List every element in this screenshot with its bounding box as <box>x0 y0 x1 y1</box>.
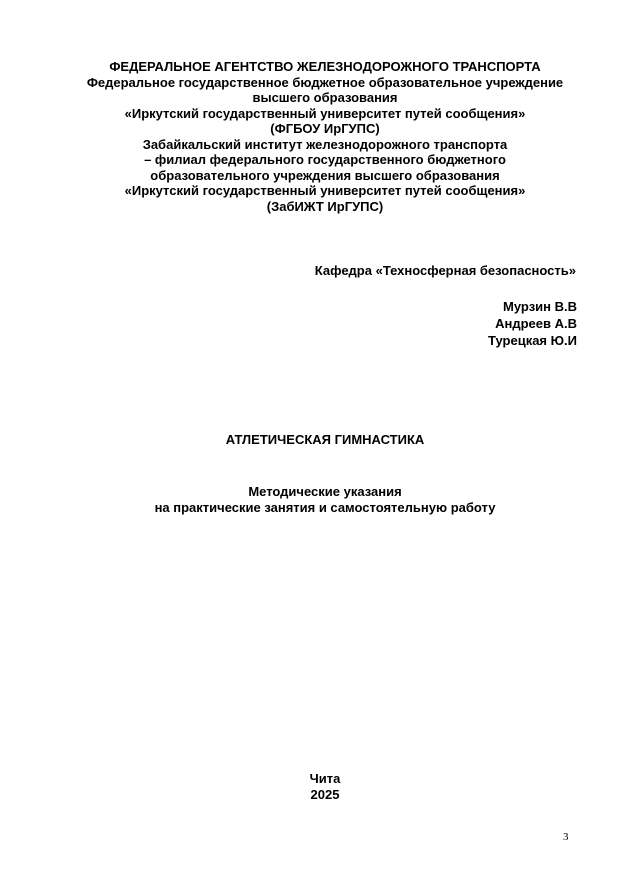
year: 2025 <box>310 787 340 802</box>
city: Чита <box>309 771 341 786</box>
page-number: 3 <box>563 831 569 843</box>
subtitle-line: Методические указания <box>248 484 402 499</box>
header-line: (ЗабИЖТ ИрГУПС) <box>266 198 384 214</box>
document-title <box>0 432 620 448</box>
authors-list <box>488 298 577 349</box>
header-line: (ФГБОУ ИрГУПС) <box>270 121 380 136</box>
department-name: Кафедра «Техносферная безопасность» <box>314 263 576 278</box>
subtitle-line: на практические занятия и самостоятельную работу <box>154 500 496 515</box>
header-line: «Иркутский государственный университет путей сообщения» <box>124 183 526 198</box>
header-line: «Иркутский государственный университет путей сообщения» <box>124 105 526 121</box>
publication-footer <box>0 771 620 803</box>
author-name: Андреев А.В <box>495 316 577 331</box>
header-line: высшего образования <box>252 90 398 105</box>
institution-header <box>0 59 620 214</box>
title-text: АТЛЕТИЧЕСКАЯ ГИМНАСТИКА <box>225 432 425 447</box>
header-line: Федеральное государственное бюджетное образовательное учреждение <box>86 74 564 90</box>
header-line: образовательного учреждения высшего образования <box>150 167 500 183</box>
header-line: – филиал федерального государственного бюджетного <box>144 152 506 167</box>
header-line: ФЕДЕРАЛЬНОЕ АГЕНТСТВО ЖЕЛЕЗНОДОРОЖНОГО ТРАНСПОРТА <box>109 59 541 74</box>
author-name: Турецкая Ю.И <box>488 333 577 348</box>
author-name: Мурзин В.В <box>503 299 577 314</box>
document-subtitle <box>0 484 620 516</box>
header-line: Забайкальский институт железнодорожного транспорта <box>142 136 508 152</box>
